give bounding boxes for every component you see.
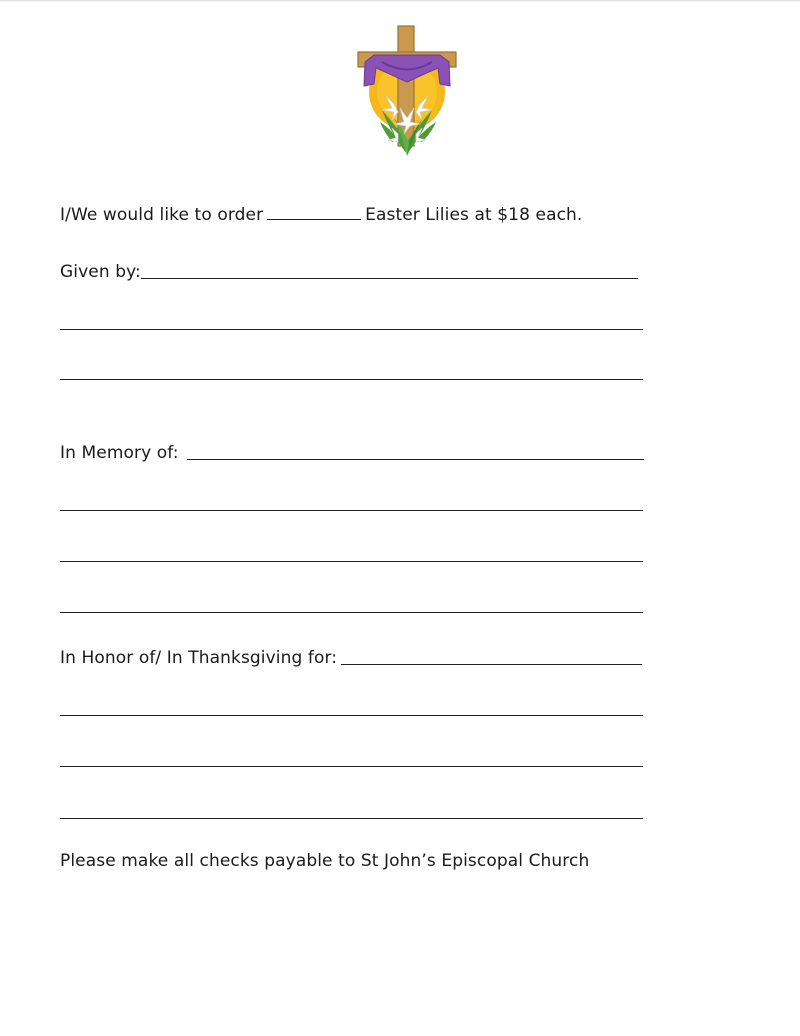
in-honor-line-4[interactable] [60, 818, 643, 819]
order-prefix: I/We would like to order [60, 205, 264, 225]
order-suffix: Easter Lilies at $18 each. [365, 205, 583, 225]
in-honor-line[interactable] [341, 664, 642, 665]
quantity-blank[interactable] [267, 205, 361, 220]
in-honor-line-2[interactable] [60, 715, 643, 716]
in-memory-line-4[interactable] [60, 612, 643, 613]
easter-cross-with-lilies-icon [352, 22, 462, 162]
in-memory-label: In Memory of: [60, 443, 179, 463]
given-by-line[interactable] [141, 278, 638, 279]
given-by-line-3[interactable] [60, 379, 643, 380]
in-memory-line-2[interactable] [60, 510, 643, 511]
in-honor-label: In Honor of/ In Thanksgiving for: [60, 648, 338, 668]
in-memory-line-3[interactable] [60, 561, 643, 562]
given-by-line-2[interactable] [60, 329, 643, 330]
scan-edge [0, 0, 800, 2]
checks-payable-note: Please make all checks payable to St John’s Episcopal Church [60, 851, 590, 871]
in-memory-line[interactable] [187, 459, 644, 460]
given-by-label: Given by: [60, 262, 141, 282]
order-line [60, 204, 582, 226]
in-honor-line-3[interactable] [60, 766, 643, 767]
